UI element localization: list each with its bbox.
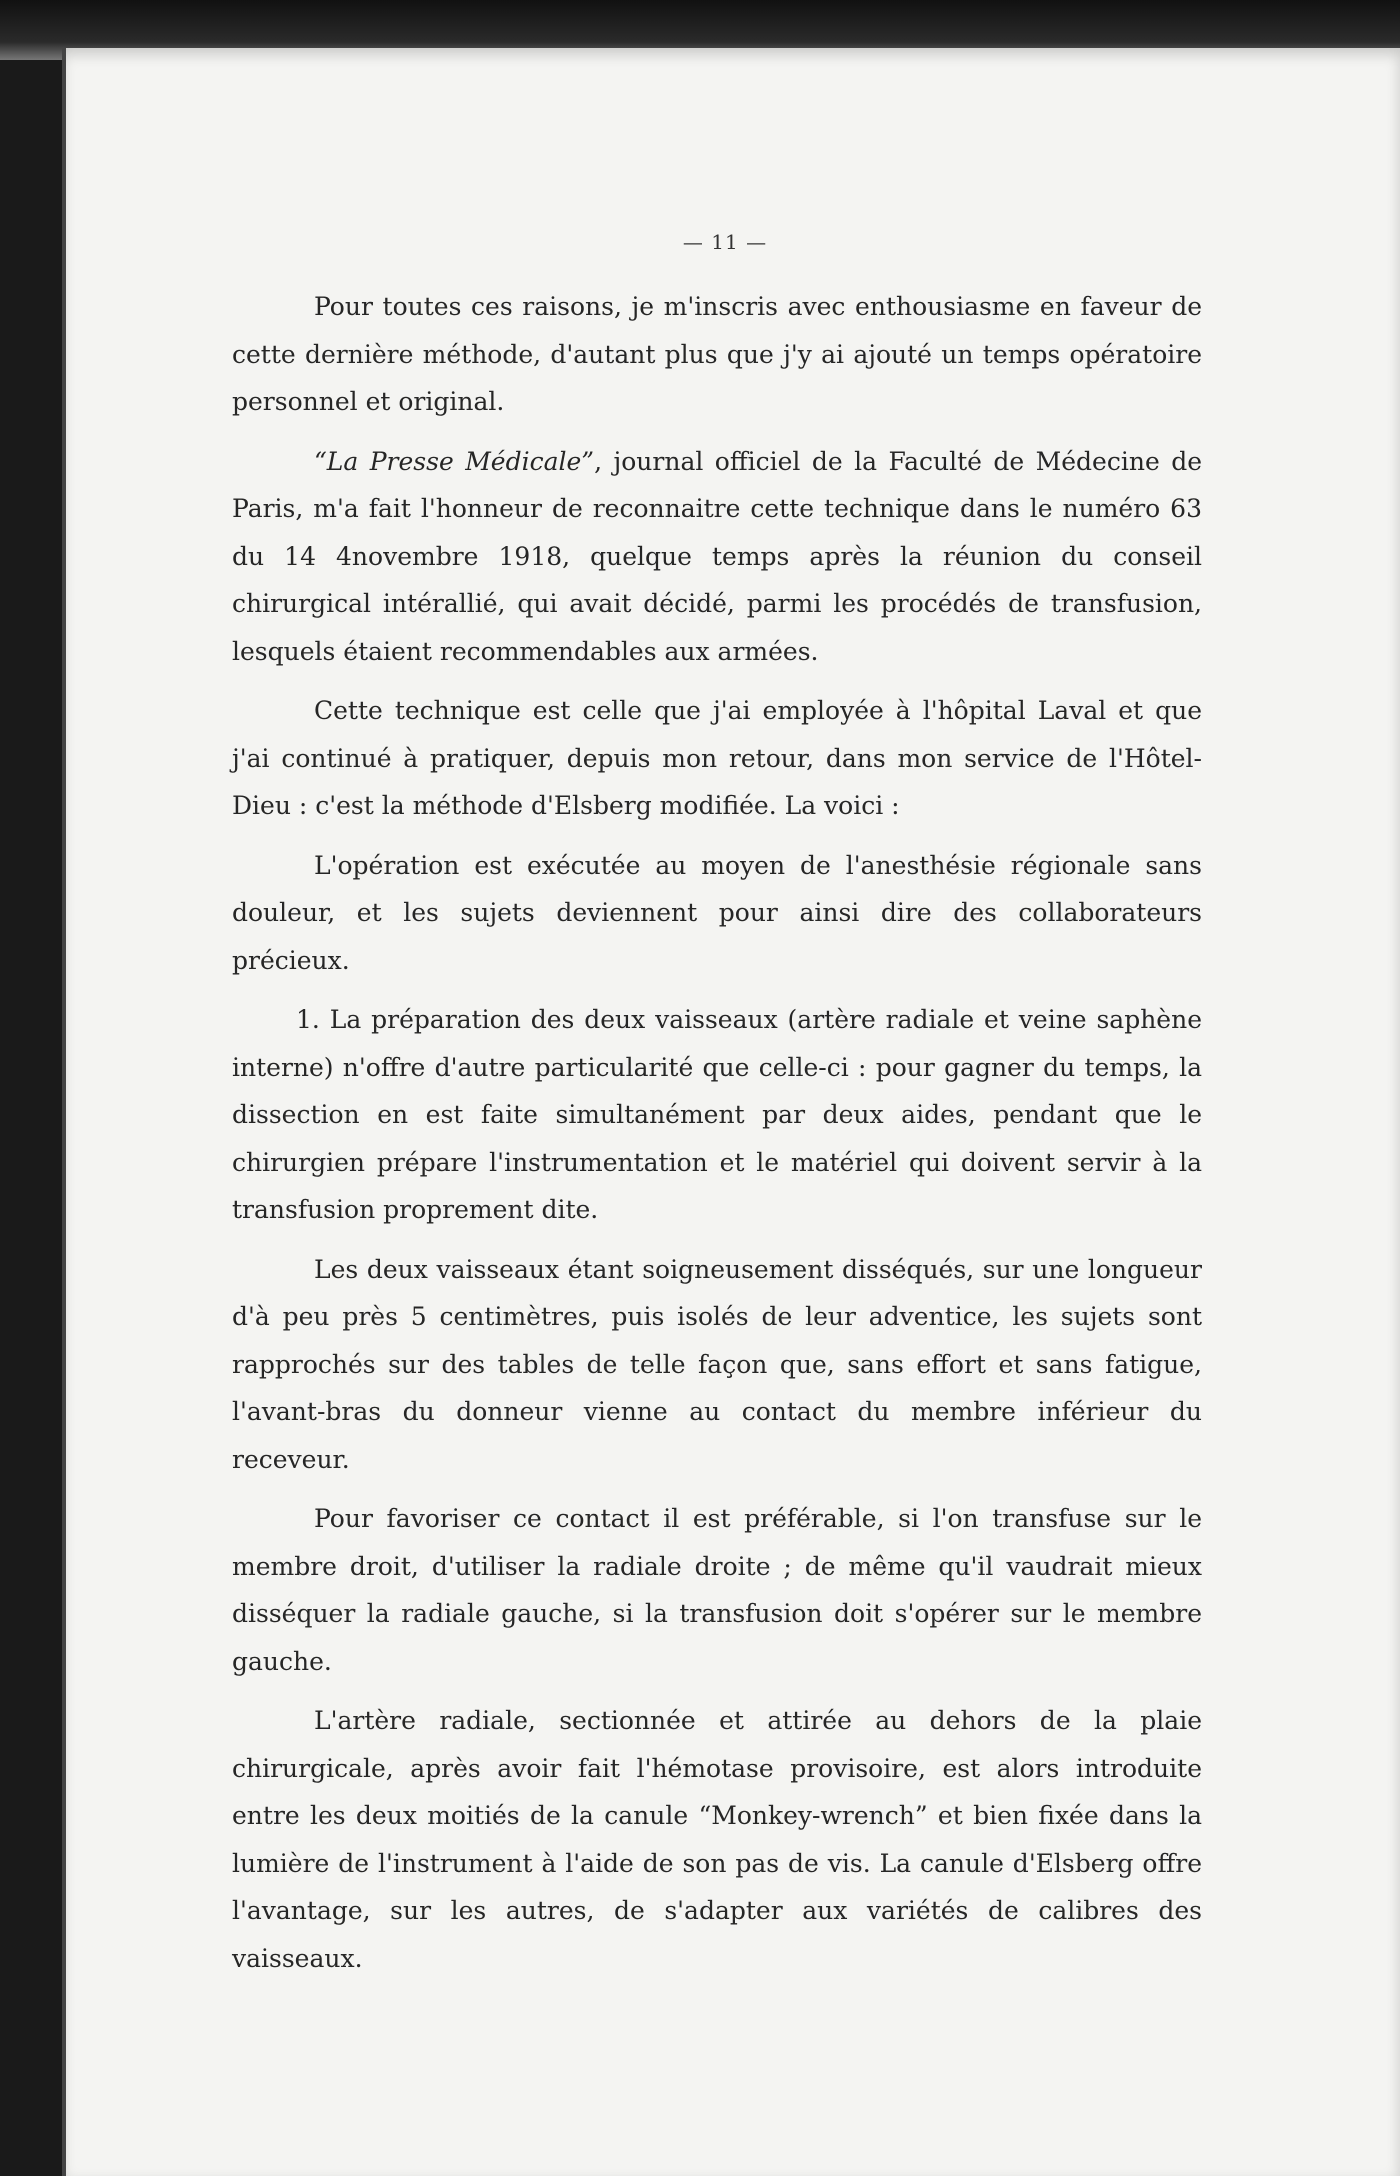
paragraph-text: , journal officiel de la Faculté de Médecine de Paris, m'a fait l'honneur de reconnaitre cette technique dans le numéro 63 du 14 4novembre 1918, quelque temps après la réunion du conseil chirurgical intérallié, qui avait décidé, parmi les procédés de transfusion, lesquels étaient recommendables aux armées. — [232, 446, 1202, 666]
paragraph-vessels — [232, 1246, 1202, 1484]
paragraph-text: Cette technique est celle que j'ai employée à l'hôpital Laval et que j'ai continué à pratiquer, depuis mon retour, dans mon service de l'Hôtel-Dieu : c'est la méthode d'Elsberg modifiée. La voici : — [232, 696, 1202, 820]
paragraph-radial-artery — [232, 1697, 1202, 1982]
paragraph-text: 1. La préparation des deux vaisseaux (artère radiale et veine saphène interne) n'offre d'autre particularité que celle-ci : pour gagner du temps, la dissection en est faite simultanément par deux aides, pendant que le chirurgien prépare l'instrumentation et le matériel qui doivent servir à la transfusion proprement dite. — [232, 1005, 1202, 1224]
paragraph-text: Pour favoriser ce contact il est préférable, si l'on transfuse sur le membre droit, d'utiliser la radiale droite ; de même qu'il vaudrait mieux disséquer la radiale gauche, si la transfusion doit s'opérer sur le membre gauche. — [232, 1504, 1202, 1676]
binding-edge — [62, 48, 66, 2176]
paragraph-contact — [232, 1495, 1202, 1685]
paragraph-technique — [232, 687, 1202, 830]
paragraph-anesthesia — [232, 842, 1202, 985]
paragraph-reasons — [232, 283, 1202, 426]
page-number: — 11 — — [682, 230, 768, 254]
paragraph-text: L'opération est exécutée au moyen de l'anesthésie régionale sans douleur, et les sujets deviennent pour ainsi dire des collaborateurs précieux. — [232, 850, 1202, 975]
paragraph-text: Les deux vaisseaux étant soigneusement disséqués, sur une longueur d'à peu près 5 centimètres, puis isolés de leur adventice, les sujets sont rapprochés sur des tables de telle façon que, sans effort et sans fatigue, l'avant-bras du donneur vienne au contact du membre inférieur du receveur. — [232, 1254, 1202, 1474]
body-text — [232, 283, 1202, 1982]
paragraph-step-1 — [232, 996, 1202, 1234]
paragraph-text: L'artère radiale, sectionnée et attirée au dehors de la plaie chirurgicale, après avoir fait l'hémotase provisoire, est alors introduite entre les deux moitiés de la canule “Monkey-wrench” et bien fixée dans la lumière de l'instrument à l'aide de son pas de vis. La canule d'Elsberg offre l'avantage, sur les autres, de s'adapter aux variétés de calibres des vaisseaux. — [232, 1706, 1202, 1973]
paragraph-text: Pour toutes ces raisons, je m'inscris avec enthousiasme en faveur de cette dernière méthode, d'autant plus que j'y ai ajouté un temps opératoire personnel et original. — [232, 292, 1202, 416]
paragraph-presse-medicale — [232, 438, 1202, 676]
journal-title: “La Presse Médicale” — [314, 446, 595, 476]
